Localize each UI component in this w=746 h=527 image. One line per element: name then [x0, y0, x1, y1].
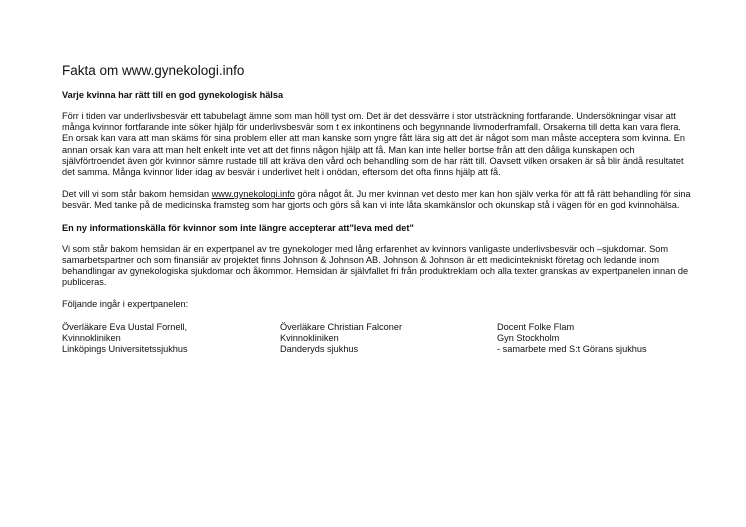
expert-3-title: Docent Folke Flam: [497, 321, 575, 332]
expert-panel: [62, 322, 692, 356]
website-link[interactable]: www.gynekologi.info: [211, 189, 295, 200]
panel-intro: Följande ingår i expertpanelen:: [62, 299, 189, 310]
document-title: Fakta om www.gynekologi.info: [62, 63, 245, 78]
expert-2: [280, 322, 497, 356]
paragraph-2: [62, 189, 692, 211]
section-heading-2: En ny informationskälla för kvinnor som inte längre accepterar att"leva med det": [62, 222, 414, 233]
document-page: [62, 63, 692, 355]
expert-3-hospital: - samarbete med S:t Görans sjukhus: [497, 344, 647, 355]
expert-1: [62, 322, 280, 356]
expert-1-clinic: Kvinnokliniken: [62, 332, 121, 343]
paragraph-2-text-b: göra något åt. Ju mer kvinnan vet desto mer kan hon själv verka för att få rätt behandling för sina besvär. Med tanke på de medicinska framsteg som har gjorts och görs så kan vi inte låta skamkänslor och okunskap stå i vägen för en god kvinnohälsa.: [62, 189, 691, 211]
paragraph-3: Vi som står bakom hemsidan är en expertpanel av tre gynekologer med lång erfarenhet av kvinnors vanligaste underlivsbesvär och –sjukdomar. Som samarbetspartner och som finansiär av projektet finns Johnson & Johnson AB. Johnson & Johnson är ett medicintekniskt företag och ledande inom behandlingar av gynekologiska sjukdomar och åkommor. Hemsidan är självfallet fri från produktreklam och alla texter granskas av expertpanelen innan de publiceras.: [62, 243, 689, 288]
section-heading-1: Varje kvinna har rätt till en god gynekologisk hälsa: [62, 90, 284, 100]
expert-3: [497, 322, 692, 356]
expert-3-clinic: Gyn Stockholm: [497, 332, 560, 343]
paragraph-2-text-a: Det vill vi som står bakom hemsidan: [62, 189, 212, 200]
expert-1-title: Överläkare Eva Uustal Fornell,: [62, 321, 188, 332]
expert-1-hospital: Linköpings Universitetssjukhus: [62, 344, 188, 355]
expert-2-title: Överläkare Christian Falconer: [280, 321, 403, 332]
expert-2-hospital: Danderyds sjukhus: [280, 344, 359, 355]
expert-2-clinic: Kvinnokliniken: [280, 332, 339, 343]
paragraph-1: Förr i tiden var underlivsbesvär ett tabubelagt ämne som man höll tyst om. Det är det dessvärre i stor utsträckning fortfarande. Undersökningar visar att många kvinnor fortfarande inte söker hjälp för underlivsbesvär som t ex inkontinens och begynnande livmoderframfall. Orsakerna till detta kan vara flera. En orsak kan vara att man skäms för sina problem eller att man kanske som yngre fått lära sig att det är något som man måste acceptera som kvinna. En annan orsak kan vara att man helt enkelt inte vet att det finns någon hjälp att få. Man kan inte heller bortse från att den dåliga kunskapen och självförtroendet även gör kvinnor sämre rustade till att kräva den vård och behandling som de har rätt till. Oavsett vilken orsaken är så blir ändå resultatet det samma. Många kvinnor lider idag av besvär i underlivet helt i onödan, eftersom det ofta finns hjälp att få.: [62, 111, 685, 178]
